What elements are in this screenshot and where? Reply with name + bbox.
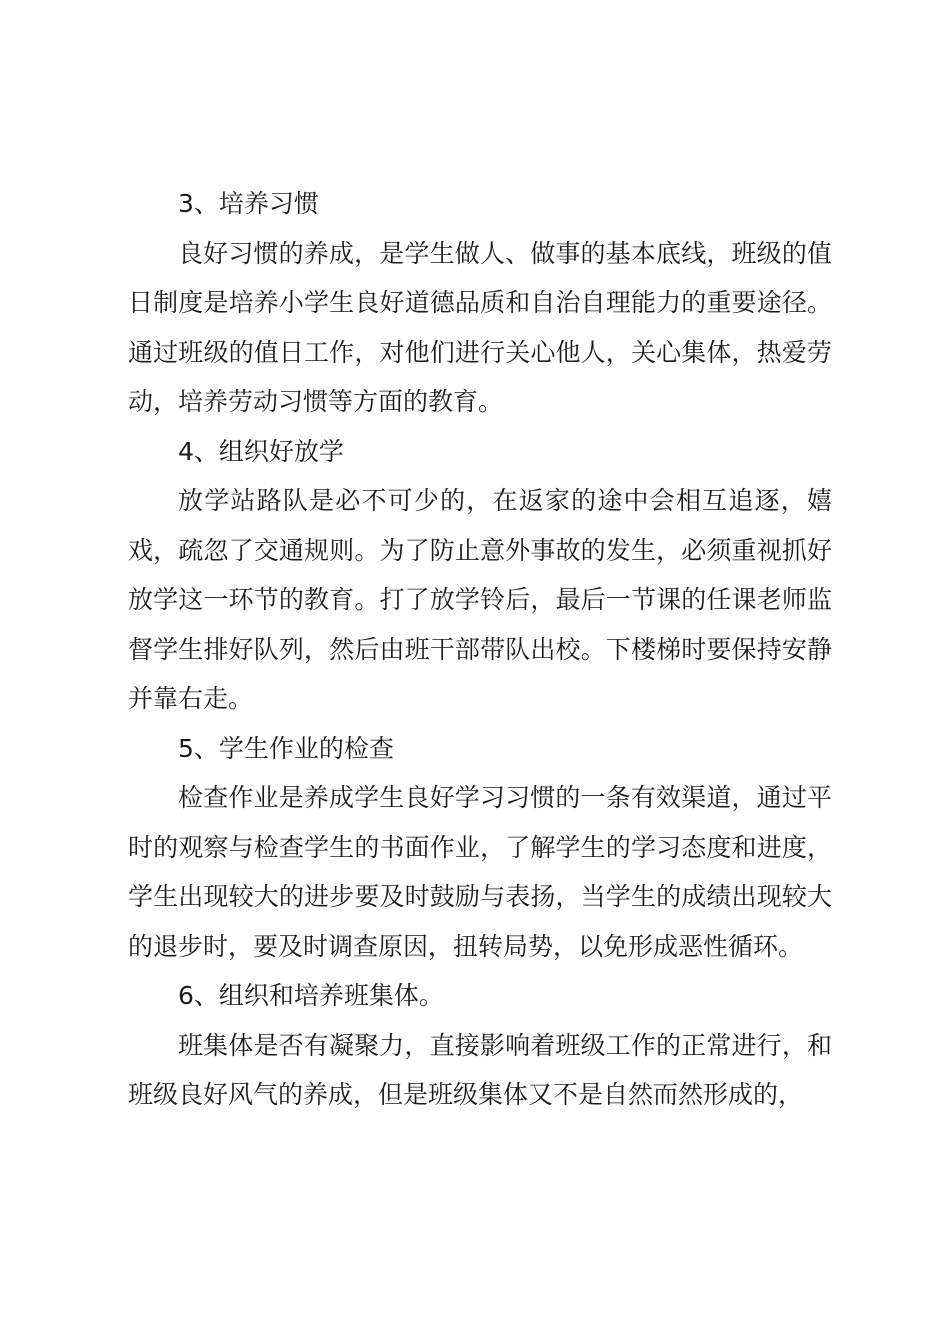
section-heading-4: 4、组织好放学 (178, 436, 344, 466)
section-paragraph-6: 班集体是否有凝聚力，直接影响着班级工作的正常进行，和班级良好风气的养成，但是班级集体又不是自然而然形成的， (128, 1030, 832, 1109)
section-paragraph-5: 检查作业是养成学生良好学习习惯的一条有效渠道，通过平时的观察与检查学生的书面作业，了解学生的学习态度和进度，学生出现较大的进步要及时鼓励与表扬，当学生的成绩出现较大的退步时，要及时调查原因，扭转局势，以免形成恶性循环。 (128, 783, 832, 961)
section-paragraph-3: 良好习惯的养成，是学生做人、做事的基本底线，班级的值日制度是培养小学生良好道德品质和自治自理能力的重要途径。通过班级的值日工作，对他们进行关心他人，关心集体，热爱劳动，培养劳动习惯等方面的教育。 (128, 238, 832, 416)
document-body (128, 179, 832, 1120)
section-heading-3: 3、培养习惯 (178, 189, 319, 218)
section-paragraph-4: 放学站路队是必不可少的，在返家的途中会相互追逐，嬉戏，疏忽了交通规则。为了防止意外事故的发生，必须重视抓好放学这一环节的教育。打了放学铃后，最后一节课的任课老师监督学生排好队列，然后由班干部带队出校。下楼梯时要保持安静并靠右走。 (128, 486, 832, 713)
section-heading-6: 6、组织和培养班集体。 (178, 981, 444, 1010)
section-heading-5: 5、学生作业的检查 (178, 733, 394, 763)
